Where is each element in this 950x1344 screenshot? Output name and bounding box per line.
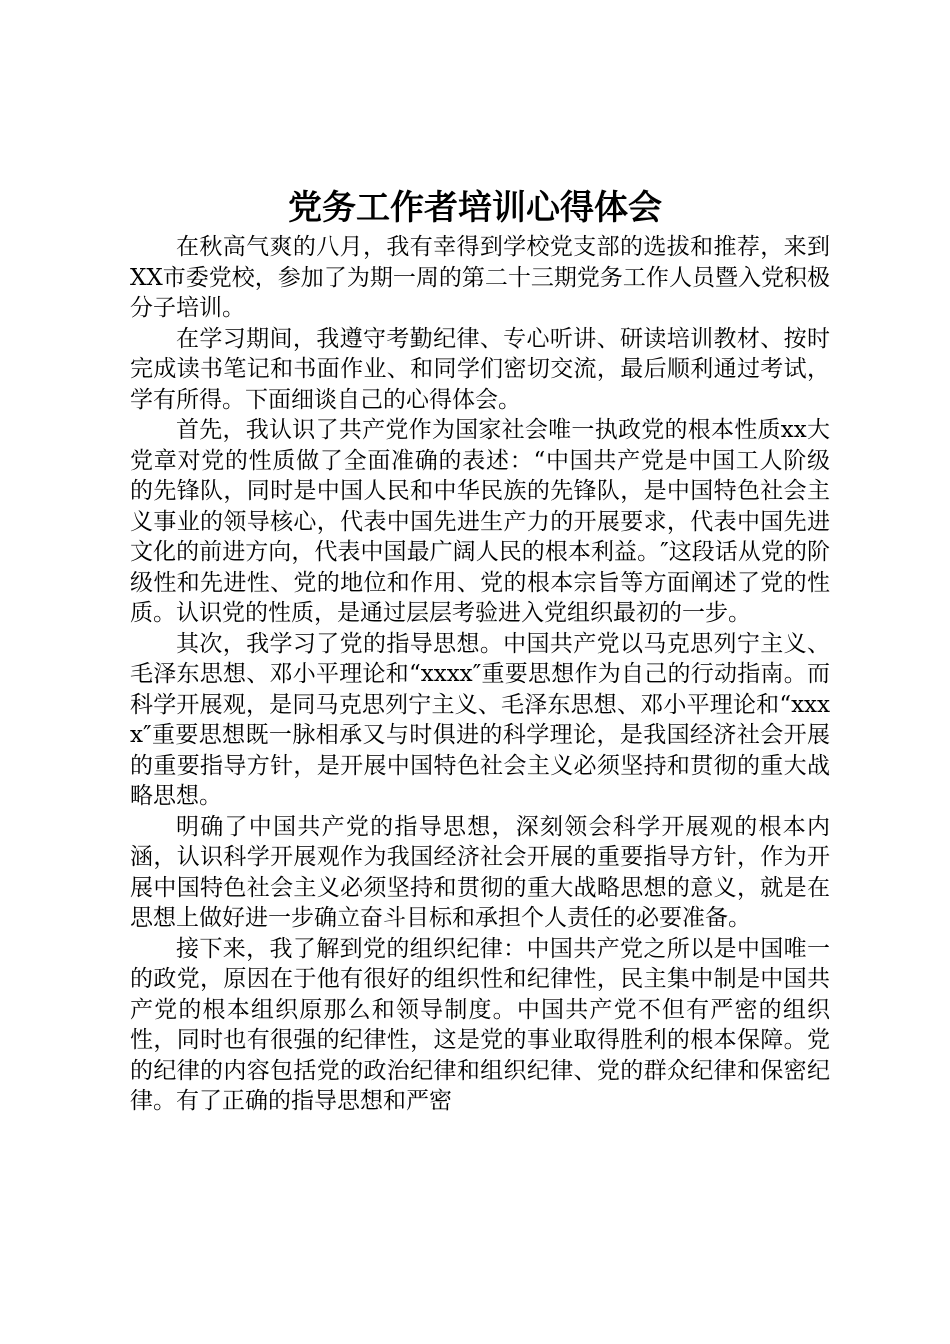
paragraph-3: 首先，我认识了共产党作为国家社会唯一执政党的根本性质xx大党章对党的性质做了全面准确的表述：“中国共产党是中国工人阶级的先锋队，同时是中国人民和中华民族的先锋队，是中国特色社会主义事业的领导核心，代表中国先进生产力的开展要求，代表中国先进文化的前进方向，代表中国最广阔人民的根本利益。″这段话从党的阶级性和先进性、党的地位和作用、党的根本宗旨等方面阐述了党的性质。认识党的性质，是通过层层考验进入党组织最初的一步。 [130,417,830,626]
document-body [130,232,830,1117]
paragraph-2: 在学习期间，我遵守考勤纪律、专心听讲、研读培训教材、按时完成读书笔记和书面作业、和同学们密切交流，最后顺利通过考试，学有所得。下面细谈自己的心得体会。 [130,325,830,413]
paragraph-1: 在秋高气爽的八月，我有幸得到学校党支部的选拔和推荐，来到XX市委党校，参加了为期一周的第二十三期党务工作人员暨入党积极分子培训。 [130,234,830,321]
document-title: 党务工作者培训心得体会 [288,188,662,228]
paragraph-4: 其次，我学习了党的指导思想。中国共产党以马克思列宁主义、毛泽东思想、邓小平理论和“xxxx″重要思想作为自己的行动指南。而科学开展观，是同马克思列宁主义、毛泽东思想、邓小平理论和“xxxx″重要思想既一脉相承又与时俱进的科学理论，是我国经济社会开展的重要指导方针，是开展中国特色社会主义必须坚持和贯彻的重大战略思想。 [130,630,830,809]
paragraph-6: 接下来，我了解到党的组织纪律：中国共产党之所以是中国唯一的政党，原因在于他有很好的组织性和纪律性，民主集中制是中国共产党的根本组织原那么和领导制度。中国共产党不但有严密的组织性，同时也有很强的纪律性，这是党的事业取得胜利的根本保障。党的纪律的内容包括党的政治纪律和组织纪律、党的群众纪律和保密纪律。有了正确的指导思想和严密 [130,935,830,1114]
paragraph-5: 明确了中国共产党的指导思想，深刻领会科学开展观的根本内涵，认识科学开展观作为我国经济社会开展的重要指导方针，作为开展中国特色社会主义必须坚持和贯彻的重大战略思想的意义，就是在思想上做好进一步确立奋斗目标和承担个人责任的必要准备。 [130,813,830,931]
